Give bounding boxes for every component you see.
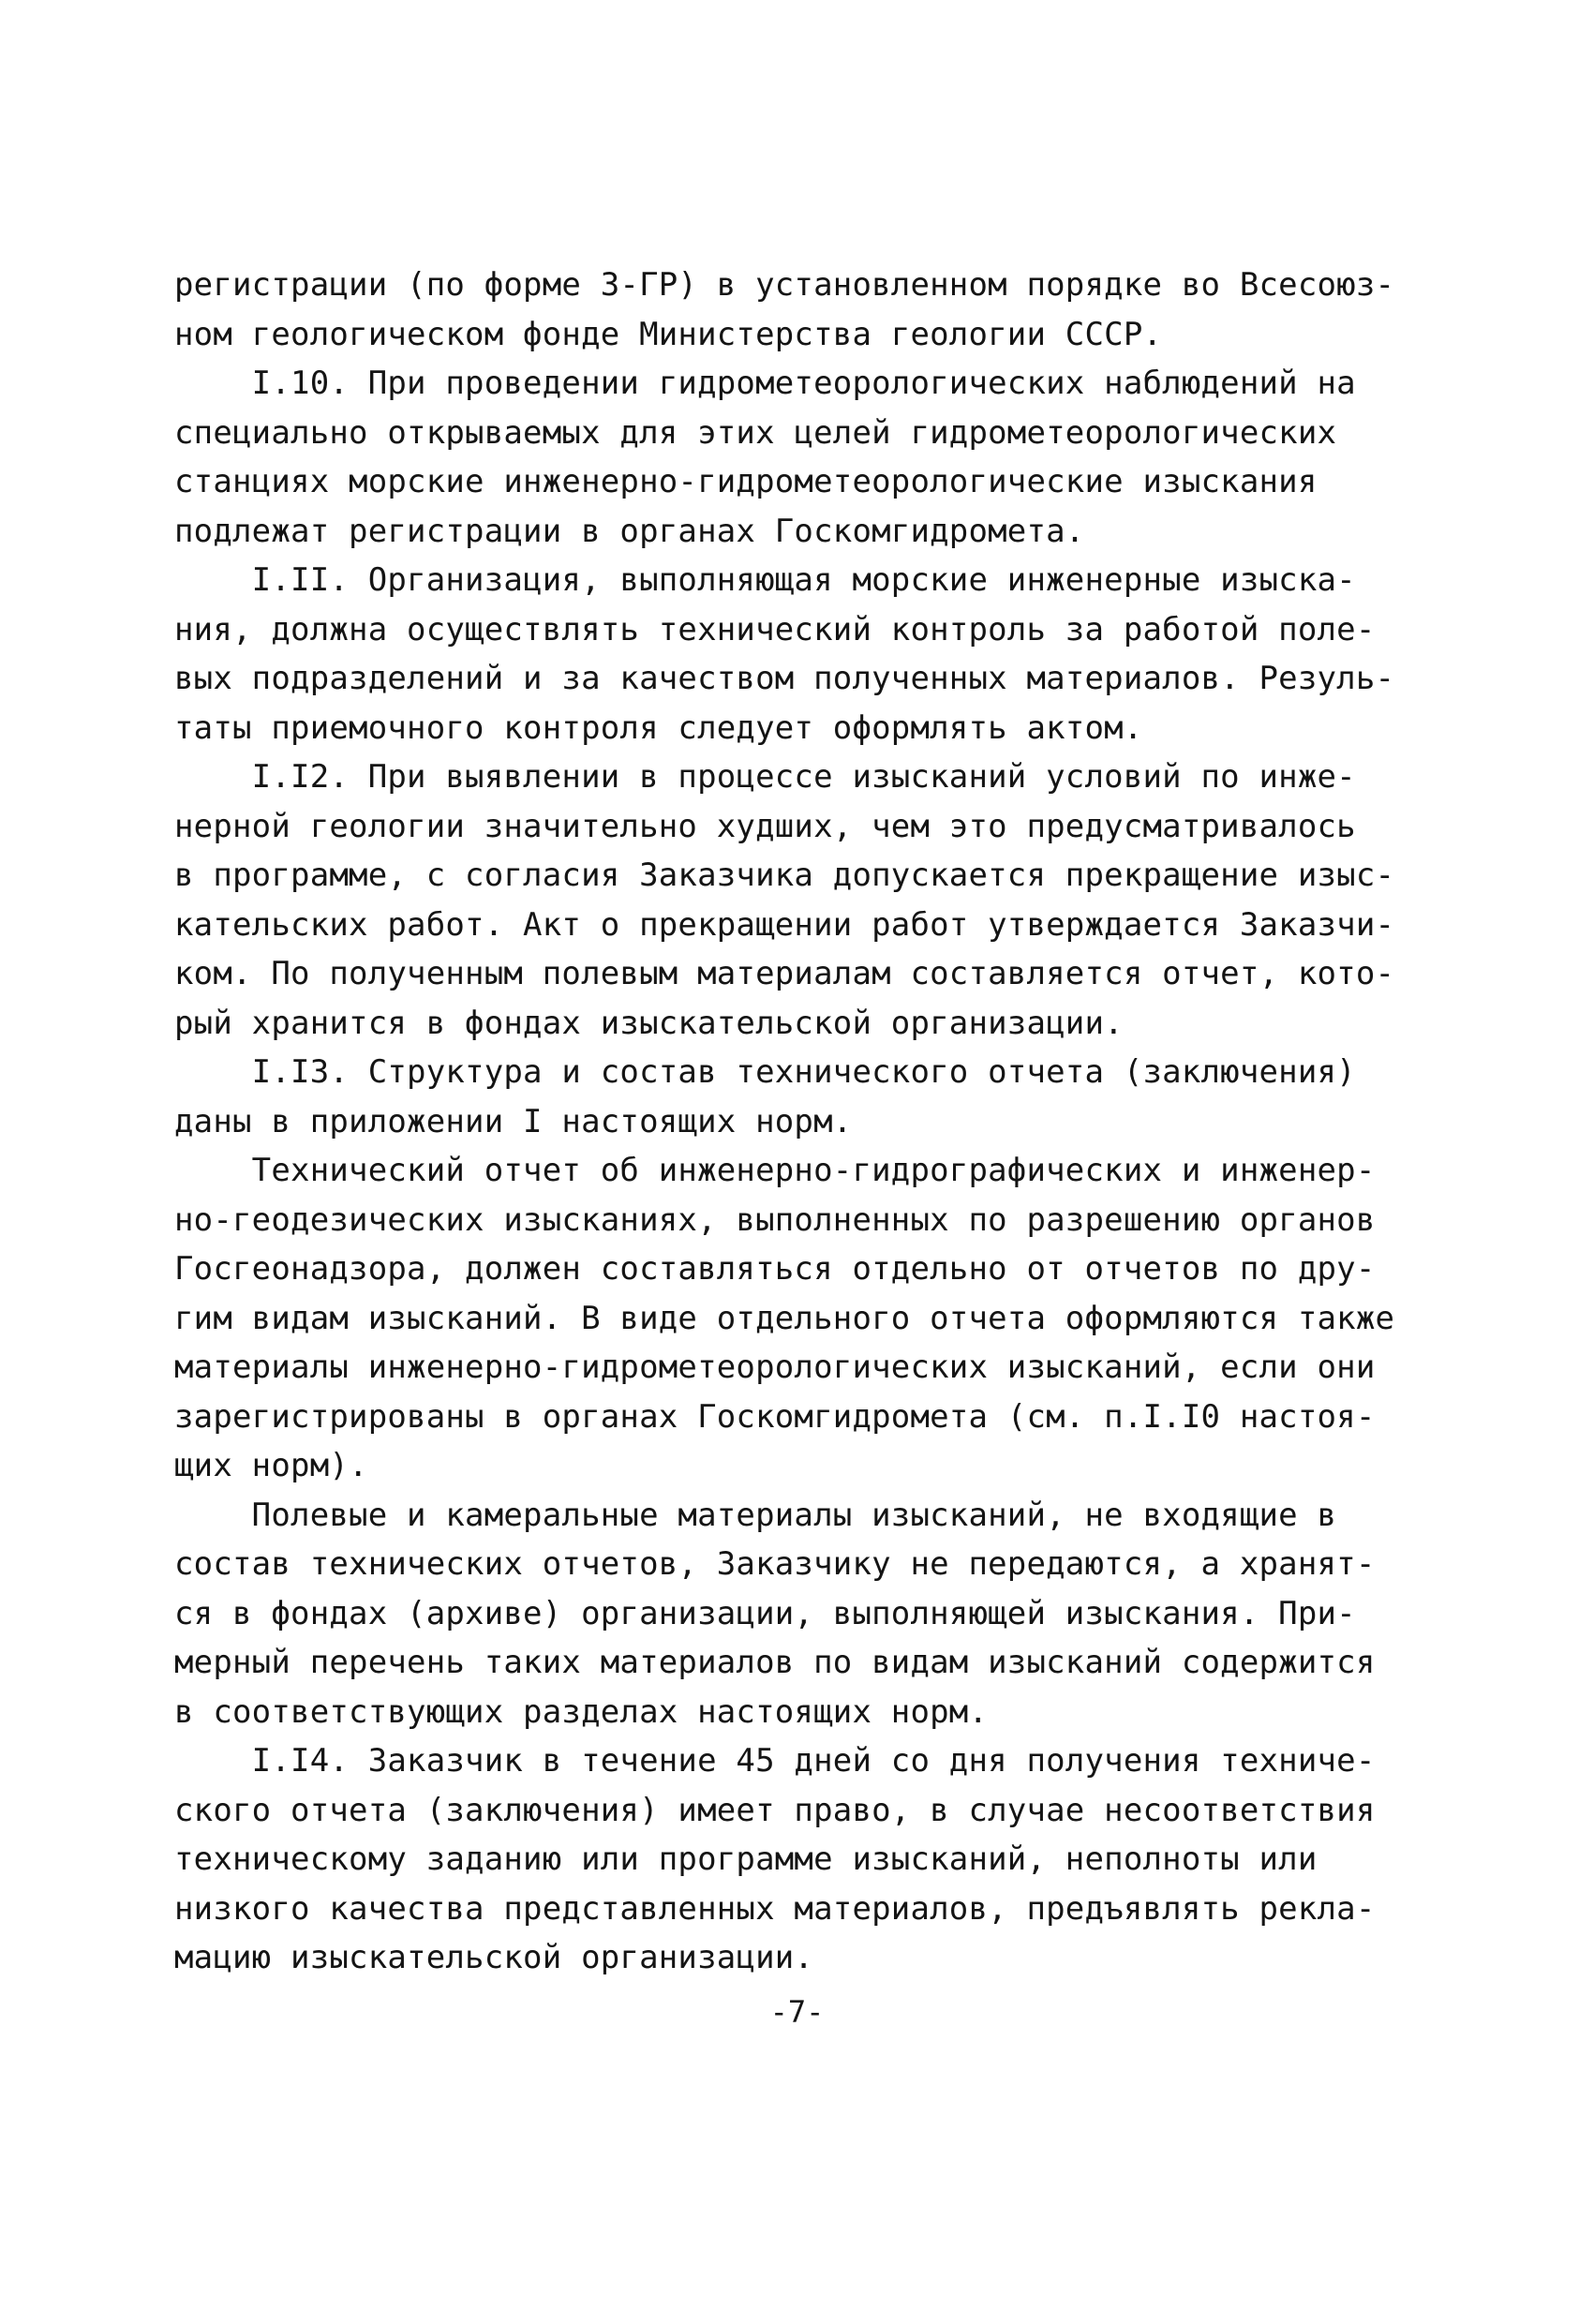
text-line: Полевые и камеральные материалы изысканий, не входящие в — [174, 1496, 1337, 1534]
text-line: мерный перечень таких материалов по видам изысканий содержится — [174, 1644, 1376, 1681]
text-line: кательских работ. Акт о прекращении работ утверждается Заказчи- — [174, 905, 1395, 944]
text-line: техническому заданию или программе изысканий, неполноты или — [174, 1840, 1318, 1878]
text-line: в соответствующих разделах настоящих норм. — [174, 1692, 989, 1731]
text-line: I.10. При проведении гидрометеорологических наблюдений на — [174, 365, 1356, 402]
text-line: ся в фондах (архиве) организации, выполняющей изыскания. При- — [174, 1594, 1356, 1632]
page-number: -7- — [769, 1994, 825, 2030]
text-line: ния, должна осуществлять технический контроль за работой поле- — [174, 610, 1376, 648]
text-line: ком. По полученным полевым материалам составляется отчет, кото- — [174, 955, 1395, 992]
text-line: Госгеонадзора, должен составляться отдельно от отчетов по дру- — [174, 1250, 1376, 1288]
text-line: рый хранится в фондах изыскательской организации. — [174, 1004, 1124, 1042]
text-line: I.I2. При выявлении в процессе изысканий условий по инже- — [174, 758, 1356, 796]
text-line: вых подразделений и за качеством полученных материалов. Резуль- — [174, 660, 1395, 697]
text-line: станциях морские инженерно-гидрометеорологические изыскания — [174, 463, 1318, 500]
text-line: ского отчета (заключения) имеет право, в случае несоответствия — [174, 1791, 1376, 1829]
text-line: но-геодезических изысканиях, выполненных по разрешению органов — [174, 1200, 1376, 1239]
text-line: подлежат регистрации в органах Госкомгидромета. — [174, 512, 1085, 550]
text-line: I.II. Организация, выполняющая морские инженерные изыска- — [174, 561, 1356, 599]
text-line: в программе, с согласия Заказчика допускается прекращение изыс- — [174, 857, 1395, 894]
text-line: состав технических отчетов, Заказчику не передаются, а хранят- — [174, 1545, 1376, 1583]
text-line: гим видам изысканий. В виде отдельного отчета оформляются также — [174, 1299, 1395, 1337]
text-line: I.I3. Структура и состав технического отчета (заключения) — [174, 1053, 1356, 1091]
text-line: Технический отчет об инженерно-гидрографических и инженер- — [174, 1152, 1376, 1189]
text-line: даны в приложении I настоящих норм. — [174, 1102, 853, 1140]
text-line: зарегистрированы в органах Госкомгидромета (см. п.I.I0 настоя- — [174, 1397, 1376, 1436]
text-line: низкого качества представленных материалов, предъявлять рекла- — [174, 1889, 1376, 1928]
text-line: I.I4. Заказчик в течение 45 дней со дня получения техниче- — [174, 1742, 1376, 1780]
text-line: специально открываемых для этих целей гидрометеорологических — [174, 413, 1337, 452]
text-line: щих норм). — [174, 1447, 368, 1484]
text-line: регистрации (по форме 3-ГР) в установленном порядке во Всесоюз- — [174, 266, 1395, 304]
text-line: таты приемочного контроля следует оформлять актом. — [174, 708, 1143, 747]
text-line: ном геологическом фонде Министерства геологии СССР. — [174, 315, 1163, 353]
text-line: нерной геологии значительно худших, чем это предусматривалось — [174, 807, 1356, 845]
body-text — [174, 261, 1430, 1983]
text-line: материалы инженерно-гидрометеорологических изысканий, если они — [174, 1348, 1376, 1386]
text-line: мацию изыскательской организации. — [174, 1939, 814, 1976]
